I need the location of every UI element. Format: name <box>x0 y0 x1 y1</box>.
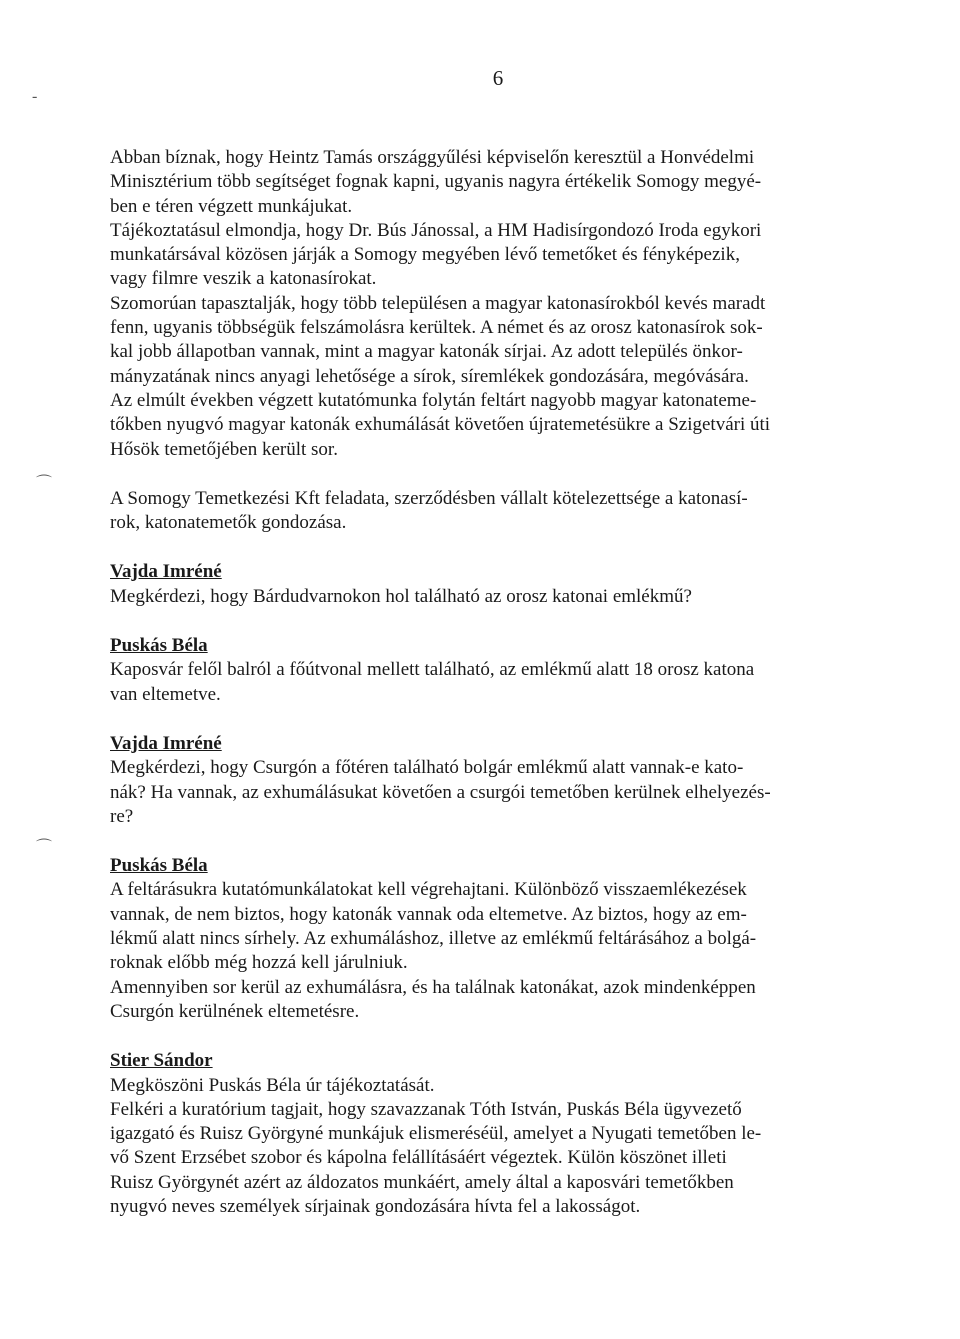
text-line: Abban bíznak, hogy Heintz Tamás országgyűlési képviselőn keresztül a Honvédelmi <box>110 147 755 168</box>
text-line: A feltárásukra kutatómunkálatokat kell végrehajtani. Különböző visszaemlékezések <box>110 879 747 901</box>
speaker-name: Vajda Imréné <box>110 732 222 754</box>
text-line: ben e téren végzett munkájukat. <box>110 195 353 217</box>
text-line: Szomorúan tapasztalják, hogy több településen a magyar katonasírokból kevés maradt <box>110 292 766 314</box>
text-line: Megkérdezi, hogy Csurgón a főtéren található bolgár emlékmű alatt vannak-e kato- <box>110 757 744 779</box>
text-line: munkatársával közösen járják a Somogy megyében lévő temetőket és fényképezik, <box>110 244 740 266</box>
text-line: roknak előbb még hozzá kell járulniuk. <box>110 952 408 974</box>
speaker-name: Stier Sándor <box>110 1050 213 1072</box>
text-line: kal jobb állapotban vannak, mint a magyar katonák sírjai. Az adott település önkor- <box>110 341 743 363</box>
scan-mark: ⌒ <box>36 839 53 856</box>
exchange-block <box>110 634 832 707</box>
text-line: Tájékoztatásul elmondja, hogy Dr. Bús Jánossal, a HM Hadisírgondozó Iroda egykori <box>110 219 762 241</box>
somogy-paragraph <box>110 487 832 536</box>
text-line: vannak, de nem biztos, hogy katonák vannak oda eltemetve. Az biztos, hogy az em- <box>110 903 747 925</box>
text-line: vagy filmre veszik a katonasírokat. <box>110 268 377 290</box>
intro-paragraph <box>110 146 832 462</box>
text-line: tőkben nyugvó magyar katonák exhumálását követően újratemetésükre a Szigetvári úti <box>110 414 771 436</box>
text-line: Megköszöni Puskás Béla úr tájékoztatását. <box>110 1074 435 1096</box>
document-body <box>110 146 832 1219</box>
text-line: Kaposvár felől balról a főútvonal mellett található, az emlékmű alatt 18 orosz katona <box>110 659 755 681</box>
text-line: nyugvó neves személyek sírjainak gondozására hívta fel a lakosságot. <box>110 1195 641 1217</box>
text-line: Hősök temetőjében került sor. <box>110 438 338 460</box>
speaker-name: Puskás Béla <box>110 855 208 877</box>
text-line: igazgató és Ruisz Györgyné munkájuk elismeréséül, amelyet a Nyugati temetőben le- <box>110 1123 762 1145</box>
exchange-block <box>110 560 832 609</box>
text-line: vő Szent Erzsébet szobor és kápolna felállításáért végeztek. Külön köszönet illeti <box>110 1147 727 1169</box>
text-line: Felkéri a kuratórium tagjait, hogy szavazzanak Tóth István, Puskás Béla ügyvezető <box>110 1098 742 1120</box>
text-line: van eltemetve. <box>110 683 221 705</box>
text-line: Ruisz Györgynét azért az áldozatos munkáért, amely által a kaposvári temetőkben <box>110 1171 734 1193</box>
text-line: re? <box>110 805 134 827</box>
exchange-block <box>110 1049 832 1219</box>
exchange-block <box>110 732 832 829</box>
text-line: A Somogy Temetkezési Kft feladata, szerződésben vállalt kötelezettsége a katonasí- <box>110 487 748 509</box>
text-line: mányzatának nincs anyagi lehetősége a sírok, síremlékek gondozására, megóvására. <box>110 365 749 387</box>
text-line: nák? Ha vannak, az exhumálásukat követően a csurgói temetőben kerülnek elhelyezés- <box>110 781 771 803</box>
text-line: Amennyiben sor kerül az exhumálásra, és ha találnak katonákat, azok mindenképpen <box>110 976 756 998</box>
speaker-name: Vajda Imréné <box>110 561 222 583</box>
text-line: Csurgón kerülnének eltemetésre. <box>110 1000 360 1022</box>
scan-mark: - <box>32 88 38 105</box>
exchange-block <box>110 854 832 1024</box>
text-line: fenn, ugyanis többségük felszámolásra kerültek. A német és az orosz katonasírok sok- <box>110 317 763 339</box>
text-line: rok, katonatemetők gondozása. <box>110 512 347 534</box>
text-line: lékmű alatt nincs sírhely. Az exhumáláshoz, illetve az emlékmű feltárásához a bolgá- <box>110 928 757 950</box>
scan-mark: ⌒ <box>36 475 53 492</box>
text-line: Minisztérium több segítséget fognak kapni, ugyanis nagyra értékelik Somogy megyé- <box>110 171 762 193</box>
text-line: Az elmúlt években végzett kutatómunka folytán feltárt nagyobb magyar katonateme- <box>110 389 757 411</box>
text-line: Megkérdezi, hogy Bárdudvarnokon hol található az orosz katonai emlékmű? <box>110 585 692 607</box>
speaker-name: Puskás Béla <box>110 635 208 657</box>
page-number: 6 <box>492 66 504 90</box>
